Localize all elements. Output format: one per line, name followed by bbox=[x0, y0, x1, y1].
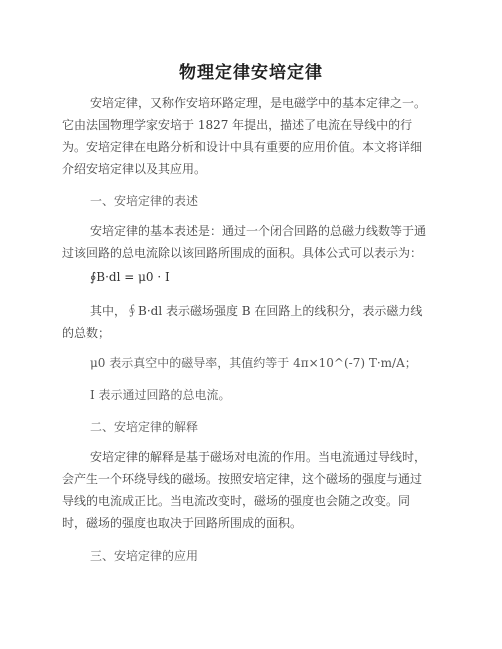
ampere-formula: ∮B·dl = μ0 · I bbox=[90, 270, 170, 284]
explanation-line-1: 其中，∮B·dl 表示磁场强度 B 在回路上的线积分，表示磁力线的总数； bbox=[62, 304, 423, 340]
section-3-heading: 三、安培定律的应用 bbox=[90, 549, 199, 563]
document-title: 物理定律安培定律 bbox=[179, 63, 323, 83]
explanation-line-2: μ0 表示真空中的磁导率，其值约等于 4π×10^(-7) T·m/A； bbox=[90, 356, 417, 370]
section-1-paragraph: 安培定律的基本表述是：通过一个闭合回路的总磁力线数等于通过该回路的总电流除以该回路所围成的面积。具体公式可以表示为： bbox=[62, 224, 427, 260]
section-1-heading: 一、安培定律的表述 bbox=[90, 194, 199, 208]
explanation-line-3: I 表示通过回路的总电流。 bbox=[90, 388, 231, 402]
section-2-paragraph: 安培定律的解释是基于磁场对电流的作用。当电流通过导线时，会产生一个环绕导线的磁场。按照安培定律，这个磁场的强度与通过导线的电流成正比。当电流改变时，磁场的强度也会随之改变。同时，磁场的强度也取决于回路所围成的面积。 bbox=[62, 450, 427, 530]
intro-paragraph: 安培定律，又称作安培环路定理，是电磁学中的基本定律之一。它由法国物理学家安培于 1827 年提出，描述了电流在导线中的行为。安培定律在电路分析和设计中具有重要的应用价值。本文将详细介绍安培定律以及其应用。 bbox=[62, 96, 427, 176]
section-2-heading: 二、安培定律的解释 bbox=[90, 420, 199, 434]
